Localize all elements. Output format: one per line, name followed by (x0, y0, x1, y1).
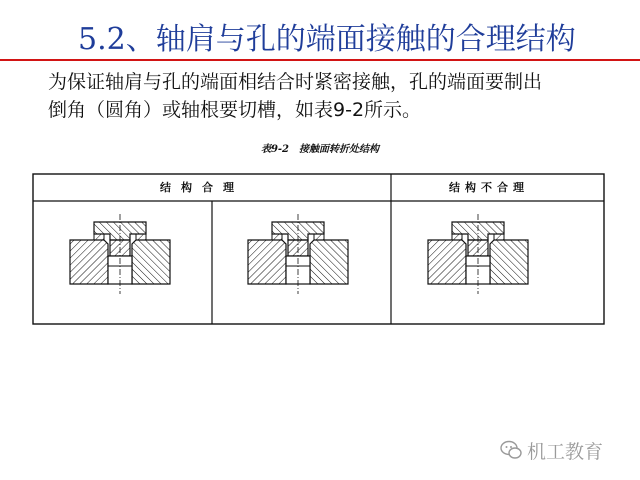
joint-drawing-3 (428, 214, 528, 294)
slide-title: 5.2、轴肩与孔的端面接触的合理结构 (78, 22, 576, 57)
joint-drawing-2 (248, 214, 348, 294)
joint-drawing-1 (70, 214, 170, 294)
wechat-icon (500, 440, 522, 460)
watermark-text: 机工教育 (527, 441, 604, 463)
header-unreasonable: 结构不合理 (449, 181, 529, 194)
table-caption-title: 接触面转折处结构 (299, 144, 380, 155)
paragraph-line-2: 倒角（圆角）或轴根要切槽，如表9-2所示。 (48, 99, 422, 121)
paragraph-line-1: 为保证轴肩与孔的端面相结合时紧密接触，孔的端面要制出 (48, 71, 543, 93)
table-caption-number: 表9-2 (260, 144, 290, 155)
header-reasonable: 结构合理 (160, 181, 244, 194)
